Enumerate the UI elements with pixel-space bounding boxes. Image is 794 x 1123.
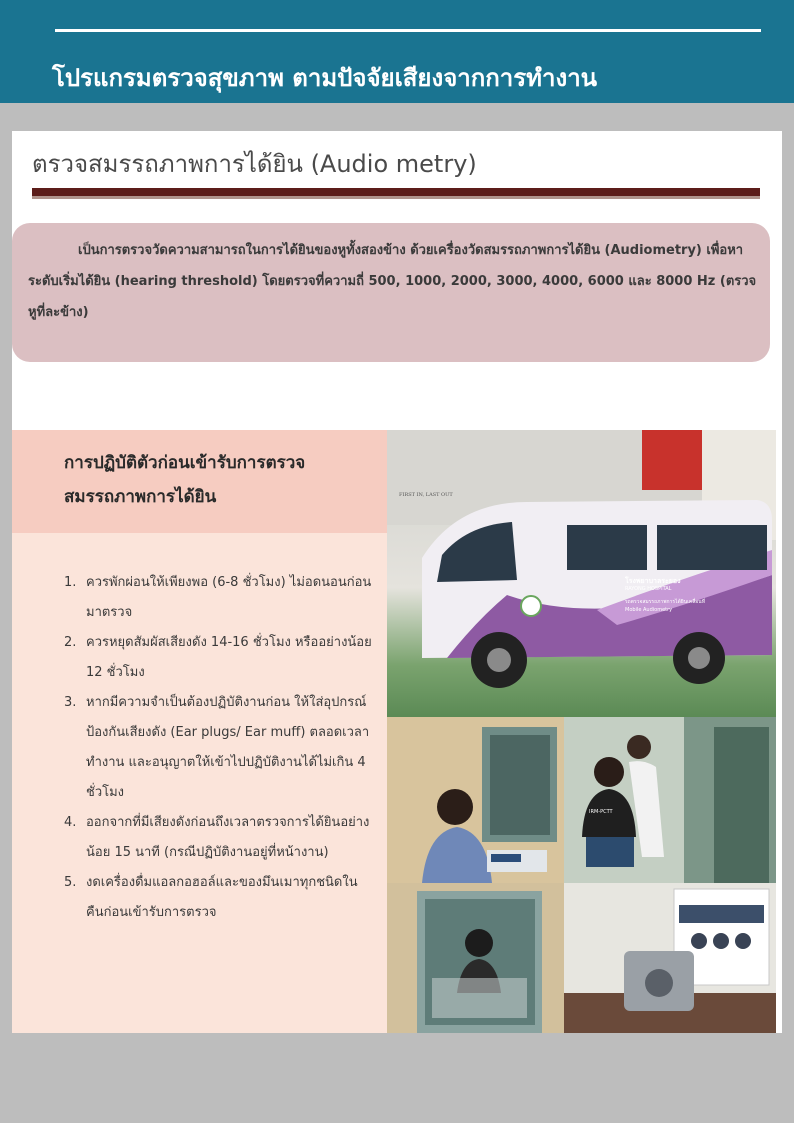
- preparation-header: [12, 430, 387, 533]
- step-text: หากมีความจำเป็นต้องปฏิบัติงานก่อน ให้ใส่อุปกรณ์ป้องกันเสียงดัง (Ear plugs/ Ear muff) ตลอดเวลาทำงาน และอนุญาตให้เข้าไปปฏิบัติงานได้ไม่เกิน 4 ชั่วโมง: [86, 695, 370, 800]
- step-item: [64, 808, 374, 868]
- van-service-th: รถตรวจสมรรถภาพการได้ยินเคลื่อนที่: [625, 599, 705, 605]
- step-text: ควรพักผ่อนให้เพียงพอ (6-8 ชั่วโมง) ไม่อดนอนก่อนมาตรวจ: [86, 575, 372, 620]
- shirt-text: IRM-PCTT: [589, 809, 613, 815]
- step-number: 5.: [64, 875, 77, 890]
- title-rule: [32, 188, 760, 196]
- section-title: ตรวจสมรรถภาพการได้ยิน (Audio metry): [32, 150, 477, 178]
- step-item: [64, 568, 374, 628]
- step-number: 3.: [64, 695, 77, 710]
- preparation-heading: การปฏิบัติตัวก่อนเข้ารับการตรวจสมรรถภาพการได้ยิน: [64, 453, 306, 507]
- van-hospital-th: โรงพยาบาลระยอง: [625, 577, 681, 585]
- step-text: งดเครื่องดื่มแอลกอฮอล์และของมึนเมาทุกชนิดในคืนก่อนเข้ารับการตรวจ: [86, 875, 358, 920]
- mobile-audiometry-van-photo: [387, 430, 776, 717]
- nurse-audiometer-photo: [387, 717, 564, 883]
- van-banner-text: FIRST IN, LAST OUT: [399, 492, 453, 498]
- intro-text: เป็นการตรวจวัดความสามารถในการได้ยินของหูทั้งสองข้าง ด้วยเครื่องวัดสมรรถภาพการได้ยิน (Audiometry) เพื่อหาระดับเริ่มได้ยิน (hearing threshold) โดยตรวจที่ความถี่ 500, 1000, 2000, 3000, 4000, 6000 และ 8000 Hz (ตรวจหูที่ละข้าง): [28, 243, 757, 320]
- step-number: 2.: [64, 635, 77, 650]
- step-item: [64, 688, 374, 808]
- sound-booth-photo: [387, 883, 564, 1033]
- step-number: 1.: [64, 575, 77, 590]
- header-banner: [0, 0, 794, 103]
- step-text: ออกจากที่มีเสียงดังก่อนถึงเวลาตรวจการได้ยินอย่างน้อย 15 นาที (กรณีปฏิบัติงานอยู่ที่หน้างาน): [86, 815, 370, 860]
- ear-check-photo: [564, 717, 776, 883]
- step-number: 4.: [64, 815, 77, 830]
- preparation-steps: [64, 568, 374, 928]
- content-card: [12, 131, 782, 1033]
- van-hospital-en: RAYONG HOSPITAL: [625, 586, 672, 592]
- van-service-en: Mobile Audiometry: [625, 607, 673, 613]
- header-divider: [55, 29, 761, 32]
- preparation-panel: [12, 430, 387, 1033]
- step-item: [64, 628, 374, 688]
- intro-box: [12, 223, 770, 362]
- audiometer-equipment-photo: [564, 883, 776, 1033]
- page-title: โปรแกรมตรวจสุขภาพ ตามปัจจัยเสียงจากการทำงาน: [52, 64, 598, 92]
- step-text: ควรหยุดสัมผัสเสียงดัง 14-16 ชั่วโมง หรืออย่างน้อย 12 ชั่วโมง: [86, 635, 372, 680]
- title-rule-shadow: [32, 196, 760, 199]
- step-item: [64, 868, 374, 928]
